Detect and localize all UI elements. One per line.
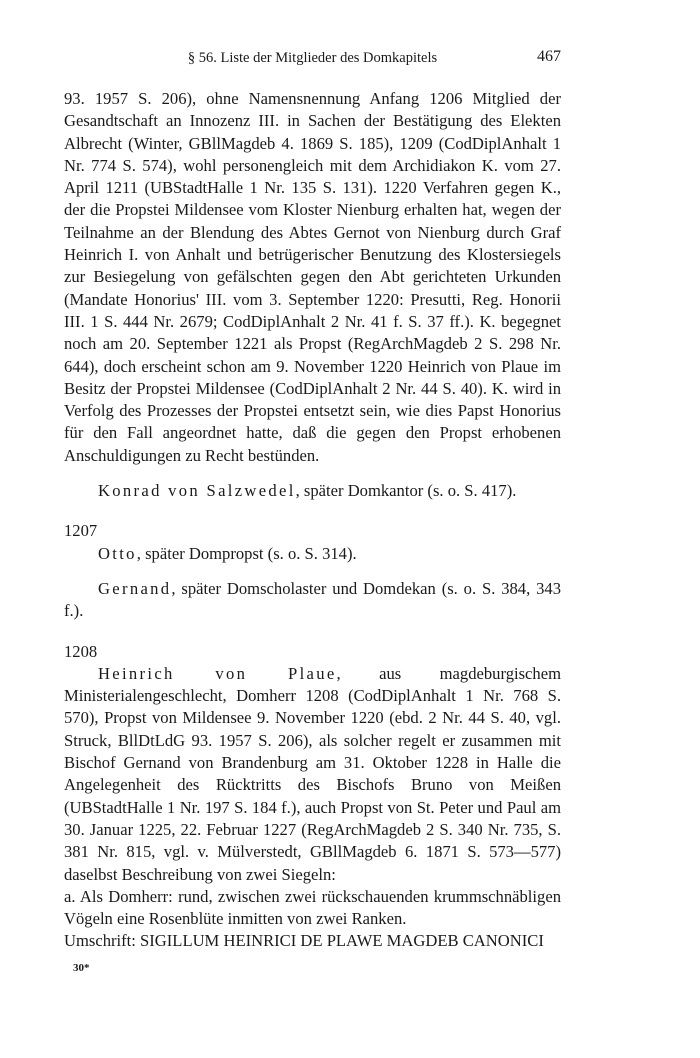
entry-name: Otto — [98, 543, 137, 563]
entry-konrad — [64, 480, 561, 502]
entry-name: Heinrich von Plaue — [98, 663, 337, 683]
book-page — [64, 48, 561, 974]
printer-signature-mark: 30* — [73, 961, 90, 974]
entry-text: , später Domscholaster und Domdekan (s. o. S. 384, 343 f.). — [64, 578, 561, 621]
running-head-title: § 56. Liste der Mitglieder des Domkapitels — [187, 50, 438, 66]
page-number: 467 — [537, 48, 561, 65]
seal-inscription: Umschrift: SIGILLUM HEINRICI DE PLAWE MAGDEB CANONICI — [64, 931, 544, 951]
paragraph-continuation: 93. 1957 S. 206), ohne Namensnennung Anfang 1206 Mitglied der Gesandtschaft an Innozenz III. in Sachen der Bestätigung des Elekten Albrecht (Winter, GBllMagdeb 4. 1869 S. 185), 1209 (CodDiplAnhalt 1 Nr. 774 S. 574), wohl personengleich mit dem Archidiakon K. vom 27. April 1211 (UBStadtHalle 1 Nr. 135 S. 131). 1220 Verfahren gegen K., der die Propstei Mildensee vom Kloster Nienburg erhalten hat, wegen der Teilnahme an der Blendung des Abtes Gernot von Nienburg durch Graf Heinrich I. von Anhalt und betrügerischer Benutzung des Klostersiegels zur Besiegelung von gefälschten gegen den Abt gerichteten Urkunden (Mandate Honorius' III. vom 3. September 1220: Presutti, Reg. Honorii III. 1 S. 444 Nr. 2679; CodDiplAnhalt 2 Nr. 41 f. S. 37 ff.). K. begegnet noch am 20. September 1221 als Propst (RegArchMagdeb 2 S. 298 Nr. 644), doch erscheint schon am 9. November 1220 Heinrich von Plaue im Besitz der Propstei Mildensee (CodDiplAnhalt 2 Nr. 44 S. 40). K. wird in Verfolg des Prozesses der Propstei entsetzt sein, wie dies Papst Honorius für den Fall angeordnet hatte, daß die gegen den Propst erhobenen Anschuldigungen zu Recht bestünden. — [64, 89, 561, 465]
entry-gernand — [64, 578, 561, 623]
year-heading-1208: 1208 — [64, 641, 98, 661]
seal-description-a: a. Als Domherr: rund, zwischen zwei rückschauenden krummschnäbligen Vögeln eine Rosenblüte inmitten von zwei Ranken. — [64, 886, 561, 929]
entry-text: , später Dompropst (s. o. S. 314). — [136, 543, 357, 563]
running-head — [64, 48, 561, 72]
entry-text: , aus magdeburgischem Ministerialengeschlecht, Domherr 1208 (CodDiplAnhalt 1 Nr. 768 S. 570), Propst von Mildensee 9. November 1220 (ebd. 2 Nr. 44 S. 40, vgl. Struck, BllDtLdG 93. 1957 S. 206), als solcher regelt er zusammen mit Bischof Gernand von Brandenburg am 31. Oktober 1228 in Halle die Angelegenheit des Rücktritts des Bischofs Bruno von Meißen (UBStadtHalle 1 Nr. 197 S. 184 f.), auch Propst von St. Peter und Paul am 30. Januar 1225, 22. Februar 1227 (RegArchMagdeb 2 S. 340 Nr. 735, S. 381 Nr. 815, vgl. v. Mülverstedt, GBllMagdeb 6. 1871 S. 573—577) daselbst Beschreibung von zwei Siegeln: — [64, 663, 561, 884]
entry-name: Gernand — [98, 578, 172, 598]
entry-heinrich — [64, 663, 561, 886]
entry-text: , später Domkantor (s. o. S. 417). — [295, 481, 517, 501]
page-body — [64, 88, 561, 953]
entry-otto — [64, 543, 561, 565]
year-heading-1207: 1207 — [64, 521, 98, 541]
entry-name: Konrad von Salzwedel — [98, 481, 296, 501]
